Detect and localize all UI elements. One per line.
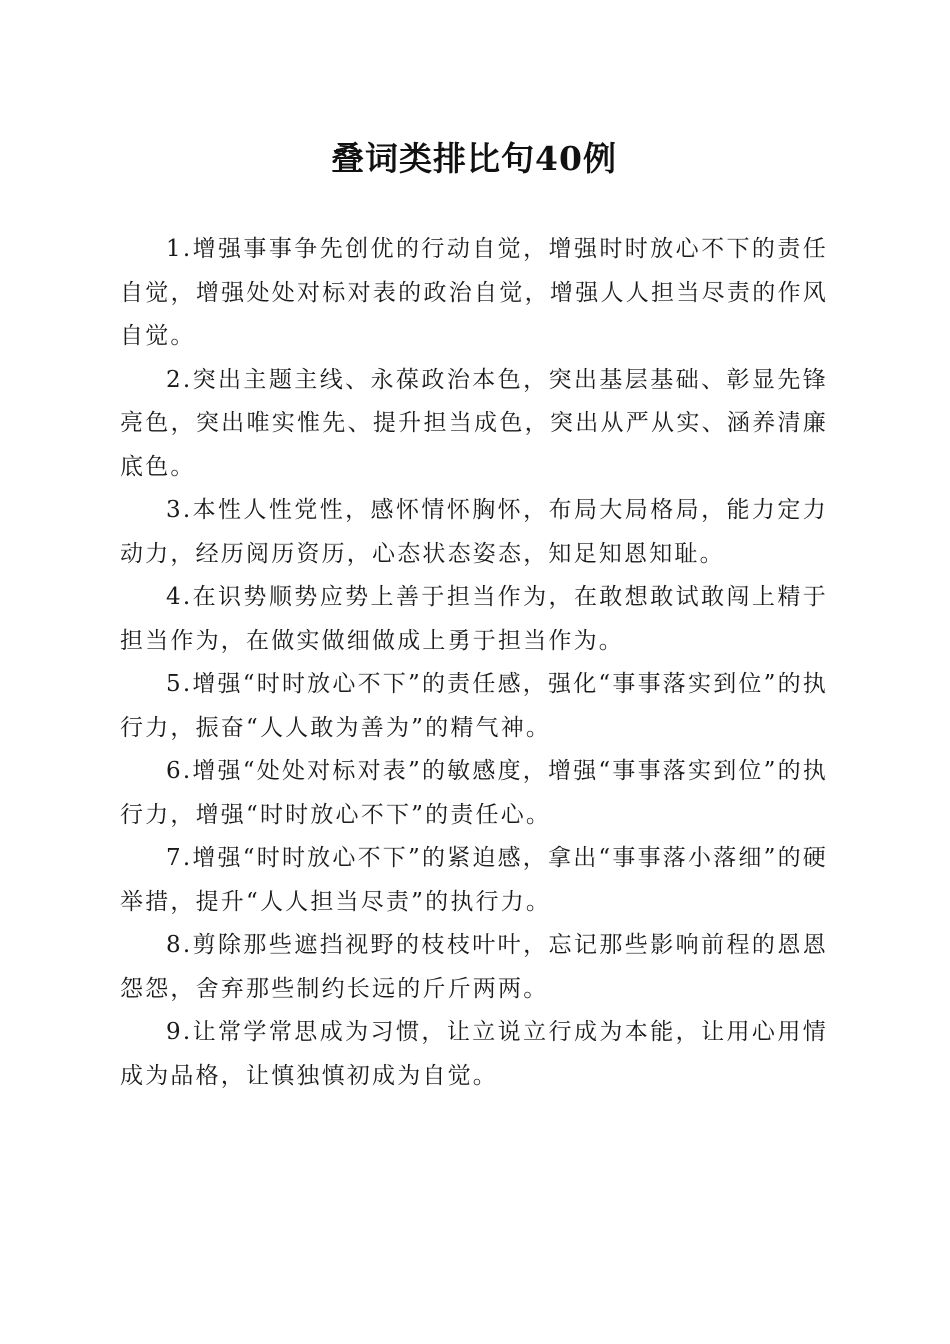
- document-title: 叠词类排比句40例: [331, 139, 617, 178]
- paragraph-9: 9.让常学常思成为习惯，让立说立行成为本能，让用心用情成为品格，让慎独慎初成为自觉。: [120, 1019, 828, 1089]
- paragraph-7: 7.增强“时时放心不下”的紧迫感，拿出“事事落小落细”的硬举措，提升“人人担当尽责”的执行力。: [120, 845, 828, 915]
- paragraph-1: 1.增强事事争先创优的行动自觉，增强时时放心不下的责任自觉，增强处处对标对表的政治自觉，增强人人担当尽责的作风自觉。: [120, 236, 828, 349]
- paragraph-5: 5.增强“时时放心不下”的责任感，强化“事事落实到位”的执行力，振奋“人人敢为善为”的精气神。: [120, 671, 828, 741]
- paragraph-3: 3.本性人性党性，感怀情怀胸怀，布局大局格局，能力定力动力，经历阅历资历，心态状态姿态，知足知恩知耻。: [120, 497, 828, 567]
- paragraph-8: 8.剪除那些遮挡视野的枝枝叶叶，忘记那些影响前程的恩恩怨怨，舍弃那些制约长远的斤斤两两。: [120, 932, 828, 1002]
- paragraph-4: 4.在识势顺势应势上善于担当作为，在敢想敢试敢闯上精于担当作为，在做实做细做成上勇于担当作为。: [120, 584, 828, 654]
- paragraph-6: 6.增强“处处对标对表”的敏感度，增强“事事落实到位”的执行力，增强“时时放心不下”的责任心。: [120, 758, 828, 828]
- paragraph-2: 2.突出主题主线、永葆政治本色，突出基层基础、彰显先锋亮色，突出唯实惟先、提升担当成色，突出从严从实、涵养清廉底色。: [120, 366, 828, 480]
- document-body: [120, 228, 828, 1098]
